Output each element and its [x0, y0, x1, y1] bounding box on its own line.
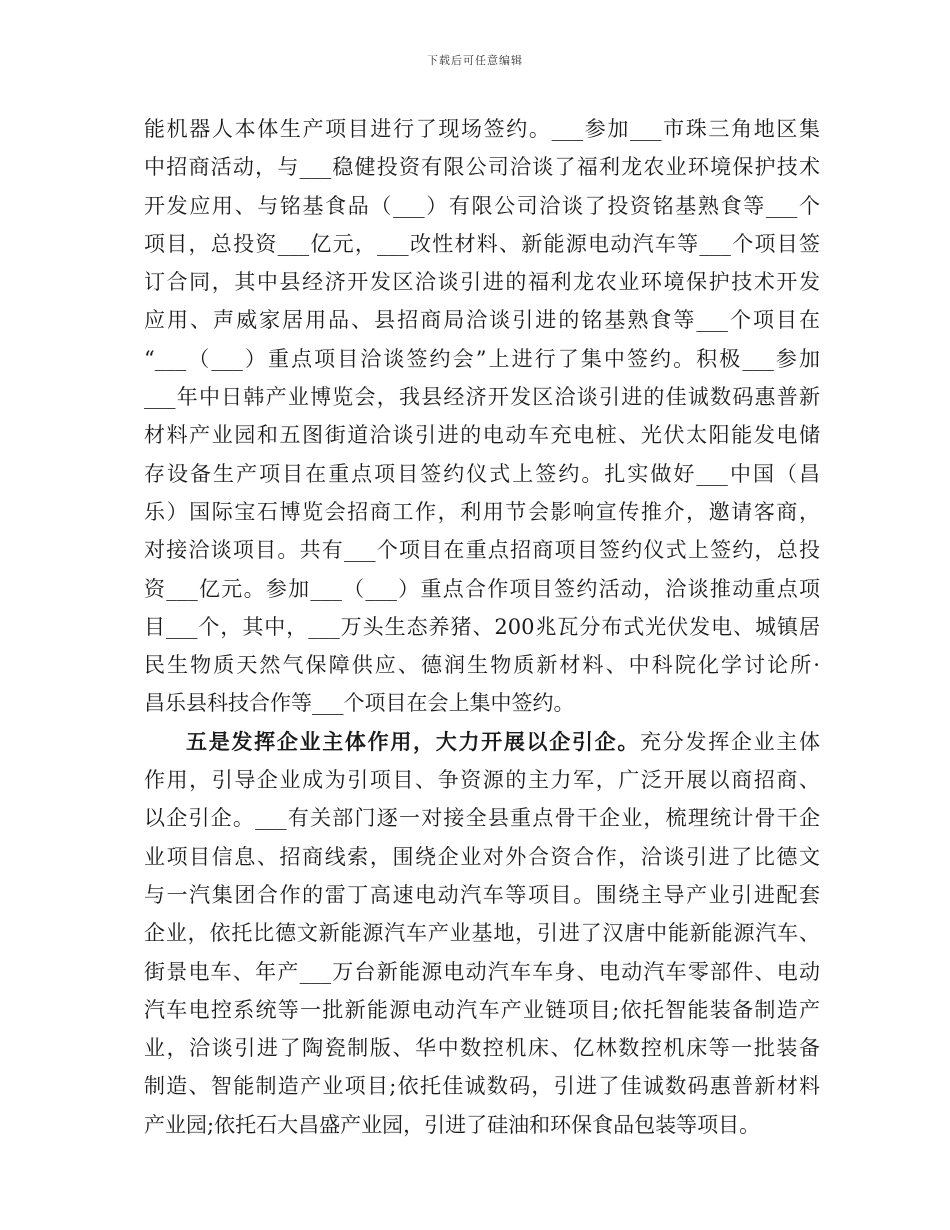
text-line: 开发应用、与铭基食品（___）有限公司洽谈了投资铭基熟食等___个 [144, 193, 820, 218]
text-line: 汽车电控系统等一批新能源电动汽车产业链项目;依托智能装备制造产 [144, 997, 820, 1022]
text-line: 以企引企。___有关部门逐一对接全县重点骨干企业，梳理统计骨干企 [144, 806, 820, 831]
text-line: 昌乐县科技合作等___个项目在会上集中签约。 [144, 691, 575, 716]
paragraph-1 [144, 110, 820, 723]
text-line: 民生物质天然气保障供应、德润生物质新材料、中科院化学讨论所· [144, 653, 820, 678]
text-line: 订合同，其中县经济开发区洽谈引进的福利龙农业环境保护技术开发 [144, 270, 820, 295]
text-line: 产业园;依托石大昌盛产业园，引进了硅油和环保食品包装等项目。 [144, 1112, 761, 1137]
section-heading: 五是发挥企业主体作用，大力开展以企引企。 [186, 728, 641, 754]
text-line: 目___个，其中，___万头生态养猪、200兆瓦分布式光伏发电、城镇居 [144, 614, 820, 639]
text-line: 存设备生产项目在重点项目签约仪式上签约。扎实做好___中国（昌 [144, 461, 820, 486]
text-line: 制造、智能制造产业项目;依托佳诚数码，引进了佳诚数码惠普新材料 [144, 1074, 820, 1099]
text-line: 企业，依托比德文新能源汽车产业基地，引进了汉唐中能新能源汽车、 [144, 921, 820, 946]
text-line: 资___亿元。参加___（___）重点合作项目签约活动，洽谈推动重点项 [144, 576, 820, 601]
text-line: 中招商活动，与___稳健投资有限公司洽谈了福利龙农业环境保护技术 [144, 155, 820, 180]
text-line: 作用，引导企业成为引项目、争资源的主力军，广泛开展以商招商、 [144, 768, 820, 793]
text-line: 能机器人本体生产项目进行了现场签约。___参加___市珠三角地区集 [144, 117, 820, 141]
text-line: 乐）国际宝石博览会招商工作，利用节会影响宣传推介，邀请客商， [144, 499, 820, 524]
text-line: 项目，总投资___亿元，___改性材料、新能源电动汽车等___个项目签 [144, 231, 820, 256]
text-line: “___（___）重点项目洽谈签约会”上进行了集中签约。积极___参加 [144, 346, 820, 371]
text-line: ___年中日韩产业博览会，我县经济开发区洽谈引进的佳诚数码惠普新 [144, 385, 820, 410]
text-line: 材料产业园和五图街道洽谈引进的电动车充电桩、光伏太阳能发电储 [144, 423, 820, 448]
text-line: 业，洽谈引进了陶瓷制版、华中数控机床、亿林数控机床等一批装备 [144, 1036, 820, 1061]
text-line: 对接洽谈项目。共有___个项目在重点招商项目签约仪式上签约，总投 [144, 538, 820, 563]
text-run: 充分发挥企业主体 [640, 729, 821, 754]
text-line: 应用、声威家居用品、县招商局洽谈引进的铭基熟食等___个项目在 [144, 308, 820, 333]
paragraph-2-first-line [144, 723, 820, 761]
text-line: 与一汽集团合作的雷丁高速电动汽车等项目。围绕主导产业引进配套 [144, 882, 820, 907]
page-header: 下载后可任意编辑 [427, 54, 523, 67]
text-line: 街景电车、年产___万台新能源电动汽车车身、电动汽车零部件、电动 [144, 959, 820, 984]
text-line: 业项目信息、招商线索，围绕企业对外合资合作，洽谈引进了比德文 [144, 844, 820, 869]
document-body [144, 110, 820, 1144]
paragraph-2 [144, 723, 820, 1144]
